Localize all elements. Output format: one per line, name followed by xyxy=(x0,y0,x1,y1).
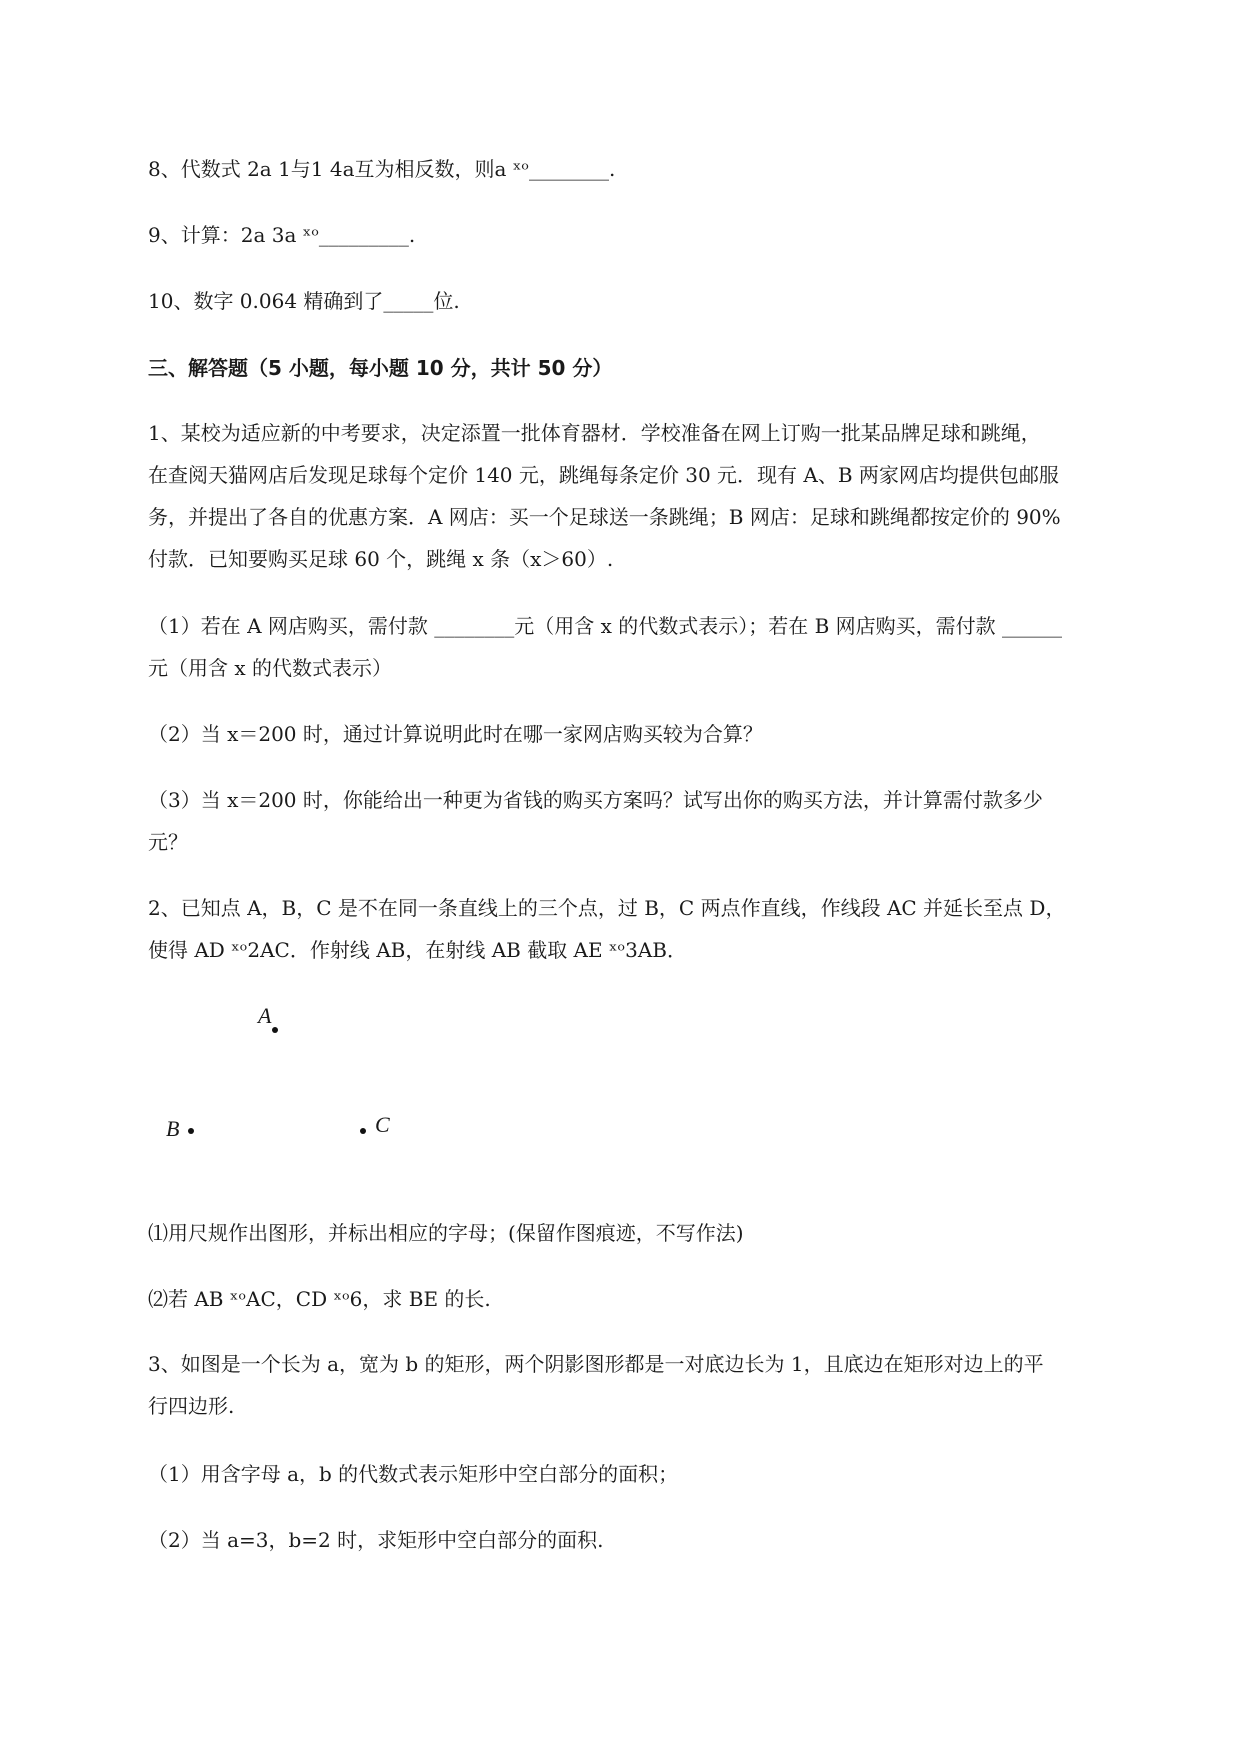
text-line: 在查阅天猫网店后发现足球每个定价 140 元，跳绳每条定价 30 元．现有 A、B 两家网店均提供包邮服 xyxy=(148,463,1059,487)
point-c-dot xyxy=(360,1128,366,1134)
text-line: 付款．已知要购买足球 60 个，跳绳 x 条（x＞60）. xyxy=(148,547,614,571)
text-line: 务，并提出了各自的优惠方案．A 网店：买一个足球送一条跳绳；B 网店：足球和跳绳都按定价的 90% xyxy=(148,505,1061,529)
text-line: 元（用含 x 的代数式表示） xyxy=(148,656,392,680)
text-line: 行四边形. xyxy=(148,1394,235,1418)
point-a-dot xyxy=(272,1027,278,1033)
point-b-dot xyxy=(188,1128,194,1134)
text-line: （2）当 a=3，b=2 时，求矩形中空白部分的面积. xyxy=(148,1528,604,1552)
text-line: （3）当 x＝200 时，你能给出一种更为省钱的购买方案吗？试写出你的购买方法，并计算需付款多少 xyxy=(148,788,1043,812)
text-line: 元？ xyxy=(148,830,188,854)
text-line: （2）当 x＝200 时，通过计算说明此时在哪一家网店购买较为合算？ xyxy=(148,722,763,746)
text-line: 9、计算：2a 3a ˣᵒ_________. xyxy=(148,223,416,247)
text-line: ⑵若 AB ˣᵒAC，CD ˣᵒ6，求 BE 的长. xyxy=(148,1287,491,1311)
point-c-label: C xyxy=(375,1112,390,1137)
text-line: 3、如图是一个长为 a，宽为 b 的矩形，两个阴影图形都是一对底边长为 1，且底边在矩形对边上的平 xyxy=(148,1352,1044,1376)
text-line: 使得 AD ˣᵒ2AC．作射线 AB，在射线 AB 截取 AE ˣᵒ3AB． xyxy=(148,938,688,962)
text-line: 1、某校为适应新的中考要求，决定添置一批体育器材．学校准备在网上订购一批某品牌足球和跳绳， xyxy=(148,421,1041,445)
section-heading: 三、解答题（5 小题，每小题 10 分，共计 50 分） xyxy=(148,356,613,380)
text-line: 2、已知点 A，B，C 是不在同一条直线上的三个点，过 B，C 两点作直线，作线段 AC 并延长至点 D， xyxy=(148,896,1066,920)
text-line: （1）若在 A 网店购买，需付款 ________元（用含 x 的代数式表示）；若在 B 网店购买，需付款 ______ xyxy=(148,614,1063,638)
text-line: （1）用含字母 a，b 的代数式表示矩形中空白部分的面积； xyxy=(148,1462,679,1486)
point-a-label: A xyxy=(258,1003,272,1028)
text-line: 8、代数式 2a 1与1 4a互为相反数，则a ˣᵒ________. xyxy=(148,157,616,181)
text-line: 10、数字 0.064 精确到了_____位. xyxy=(148,289,460,313)
point-b-label: B xyxy=(166,1116,180,1141)
text-line: ⑴用尺规作出图形，并标出相应的字母；(保留作图痕迹，不写作法) xyxy=(148,1221,744,1245)
